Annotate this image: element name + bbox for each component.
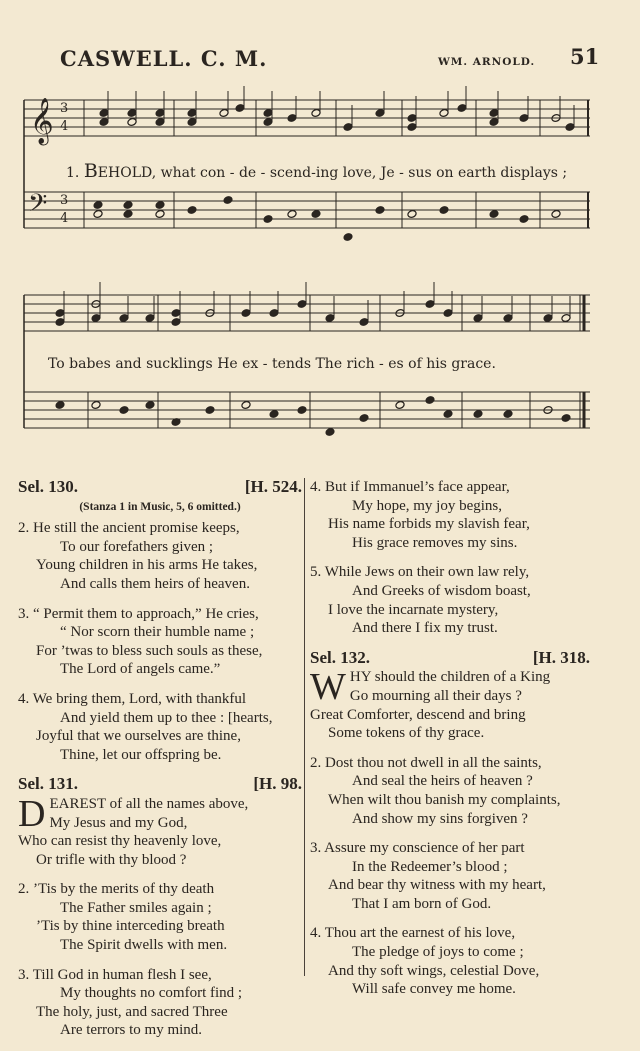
svg-text:𝄢: 𝄢 <box>28 189 48 224</box>
verse-line: HY should the children of a King <box>349 669 551 686</box>
verse-line: The holy, just, and sacred Three <box>36 1003 228 1020</box>
verse-line: Joyful that we ourselves are thine, <box>36 728 241 745</box>
verse-line: And seal the heirs of heaven ? <box>352 773 533 790</box>
verse-line: When wilt thou banish my complaints, <box>328 791 561 808</box>
hymn-reference: [H. 98. <box>253 774 302 794</box>
stanza <box>18 966 302 1040</box>
verse-line: And calls them heirs of heaven. <box>60 575 250 592</box>
stanza <box>310 839 590 913</box>
stanza-note: (Stanza 1 in Music, 5, 6 omitted.) <box>79 500 241 513</box>
svg-text:4: 4 <box>60 119 69 134</box>
verse-line: The Lord of angels came.” <box>60 661 221 678</box>
verse-line: Who can resist thy heavenly love, <box>18 833 222 850</box>
page-number: 51 <box>570 44 600 69</box>
verse-line: Are terrors to my mind. <box>60 1022 203 1039</box>
composer-name: WM. ARNOLD. <box>438 56 536 68</box>
verse-line: And show my sins forgiven ? <box>352 810 528 827</box>
drop-cap: D <box>18 792 46 835</box>
lyric-text: EHOLD, what con - de - scend-ing love, Je - sus on earth displays ; <box>97 165 568 181</box>
verse-line: The pledge of joys to come ; <box>352 944 524 961</box>
stanza <box>18 690 302 764</box>
verse-line: To our forefathers given ; <box>60 538 214 555</box>
verse-line: Go mourning all their days ? <box>349 687 522 704</box>
svg-text:3: 3 <box>60 193 69 208</box>
stanza <box>310 754 590 828</box>
verse-line: Great Comforter, descend and bring <box>310 706 526 723</box>
verse-line: 2. ’Tis by the merits of thy death <box>18 881 215 898</box>
verse-line: And Greeks of wisdom boast, <box>352 582 531 599</box>
selection-header <box>310 649 590 668</box>
verse-line: 2. He still the ancient promise keeps, <box>18 520 240 537</box>
svg-text:3: 3 <box>60 101 69 116</box>
verse-line: My thoughts no comfort find ; <box>60 985 243 1002</box>
hymn-reference: [H. 318. <box>532 647 590 667</box>
verse-line: EAREST of all the names above, <box>49 795 249 812</box>
verse-line: And bear thy witness with my heart, <box>328 877 546 894</box>
verse-line: In the Redeemer’s blood ; <box>352 858 508 875</box>
verse-line: Thine, let our offspring be. <box>60 746 222 763</box>
selection-label: Sel. 131. <box>18 774 78 794</box>
stanza <box>310 563 590 637</box>
verse-line: The Father smiles again ; <box>60 899 212 916</box>
verse-line: The Spirit dwells with men. <box>60 937 228 954</box>
verse-line: That I am born of God. <box>352 895 492 912</box>
verse-line: His name forbids my slavish fear, <box>328 516 530 533</box>
verse-line: ’Tis by thine interceding breath <box>36 918 225 935</box>
selection-label: Sel. 132. <box>310 647 370 667</box>
lyric-line-1 <box>66 160 567 182</box>
verse-line: 4. But if Immanuel’s face appear, <box>310 479 510 495</box>
verse-line: 4. We bring them, Lord, with thankful <box>18 690 247 707</box>
verse-line: 4. Thou art the earnest of his love, <box>310 925 516 942</box>
stanza <box>18 792 302 869</box>
verse-line: Or trifle with thy blood ? <box>36 851 187 868</box>
verse-line: Will safe convey me home. <box>352 981 516 998</box>
stanza <box>18 880 302 954</box>
verse-line: Young children in his arms He takes, <box>36 557 258 574</box>
verse-line: 2. Dost thou not dwell in all the saints, <box>310 754 542 771</box>
verse-line: Some tokens of thy grace. <box>328 725 485 742</box>
right-column <box>310 478 590 1010</box>
verse-line: 3. “ Permit them to approach,” He cries, <box>18 605 259 622</box>
verse-line: 5. While Jews on their own law rely, <box>310 564 530 581</box>
stanza <box>310 668 590 742</box>
verse-line: I love the incarnate mystery, <box>328 601 499 618</box>
verse-line: And yield them up to thee : [hearts, <box>60 709 273 726</box>
hymn-reference: [H. 524. <box>244 477 302 496</box>
stanza <box>310 478 590 552</box>
svg-text:4: 4 <box>60 211 69 226</box>
lyric-line-2: To babes and sucklings He ex - tends The rich - es of his grace. <box>48 356 496 372</box>
svg-text:𝄞: 𝄞 <box>30 98 54 144</box>
verse-line: My hope, my joy begins, <box>352 497 502 514</box>
left-column <box>18 478 302 1051</box>
stanza <box>18 519 302 593</box>
verse-line: My Jesus and my God, <box>49 814 188 831</box>
selection-header <box>18 478 302 497</box>
stanza <box>18 605 302 679</box>
verse-line: And thy soft wings, celestial Dove, <box>328 962 540 979</box>
selection-header <box>18 775 302 794</box>
tune-title: CASWELL. C. M. <box>60 46 268 71</box>
verse-line: For ’twas to bless such souls as these, <box>36 642 263 659</box>
lyric-initial: B <box>83 160 98 182</box>
verse-line: “ Nor scorn their humble name ; <box>60 624 255 641</box>
verse-line: 3. Till God in human flesh I see, <box>18 966 212 983</box>
verse-line: And there I fix my trust. <box>352 620 498 637</box>
verse-number: 1. <box>66 165 80 181</box>
verse-line: His grace removes my sins. <box>352 534 518 551</box>
verse-line: 3. Assure my conscience of her part <box>310 840 525 857</box>
stanza <box>310 924 590 998</box>
drop-cap: W <box>310 666 346 709</box>
column-divider <box>304 478 305 976</box>
selection-label: Sel. 130. <box>18 477 78 496</box>
music-score <box>0 0 640 470</box>
